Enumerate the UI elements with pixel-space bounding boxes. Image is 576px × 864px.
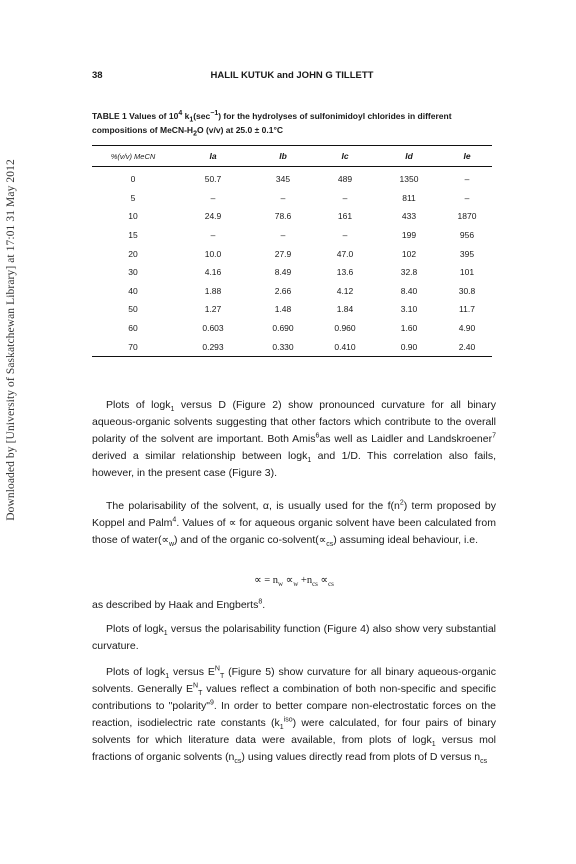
table-cell: 13.6 — [336, 267, 354, 278]
table-cell: 956 — [459, 230, 475, 241]
table-cell: 161 — [337, 211, 353, 222]
table-cell: 10.0 — [204, 248, 222, 259]
column-header: Id — [405, 151, 413, 161]
download-note: Downloaded by [University of Saskatchewan Library] at 17:01 31 May 2012 — [5, 159, 18, 521]
table-cell: 47.0 — [336, 248, 354, 259]
table-cell: 1.27 — [204, 304, 222, 315]
table-cell: 20 — [128, 248, 138, 259]
table-caption — [92, 109, 492, 137]
table-cell: 30.8 — [458, 285, 476, 296]
download-watermark — [4, 45, 18, 635]
table-cell: 1.84 — [336, 304, 354, 315]
running-head — [92, 70, 492, 84]
table-cell: 15 — [128, 230, 138, 241]
table-cell: 78.6 — [274, 211, 292, 222]
table-header-row — [92, 146, 492, 167]
table-row — [92, 189, 492, 208]
table-body — [92, 167, 492, 357]
table-cell: 101 — [459, 267, 475, 278]
table-cell: 32.8 — [400, 267, 418, 278]
column-header: Ib — [279, 151, 287, 161]
table-cell: 0.603 — [202, 323, 224, 334]
table-cell: 40 — [128, 285, 138, 296]
body-paragraph-4: Plots of logk$_1$ versus the polarisability function (Figure 4) also show very substantial curvature. — [92, 623, 497, 653]
table-cell: 50.7 — [204, 174, 222, 185]
table-cell: 0.960 — [334, 323, 356, 334]
table-cell: – — [280, 192, 286, 203]
table-cell: 0.410 — [334, 341, 356, 352]
table-label: TABLE 1 — [92, 111, 127, 121]
table-cell: 0.690 — [272, 323, 294, 334]
caption-text: Values of $10^4$ $k_1(\sec^{-1})$ for the hydrolyses of sulfonimidoyl chlorides in different compositions of MeCN-$H_2O$ (v/v) at 25.0 ± 0.1°C — [92, 110, 452, 138]
table-cell: 30 — [128, 267, 138, 278]
running-head-authors: HALIL KUTUK and JOHN G TILLETT — [210, 70, 374, 81]
table-cell: 4.90 — [458, 323, 476, 334]
table-row — [92, 282, 492, 301]
table-cell: 199 — [401, 230, 417, 241]
table-cell: 4.16 — [204, 267, 222, 278]
table-cell: 2.40 — [458, 341, 476, 352]
table-cell: 70 — [128, 341, 138, 352]
table-cell: 50 — [128, 304, 138, 315]
table-cell: 1.88 — [204, 285, 222, 296]
table-cell: 3.10 — [400, 304, 418, 315]
table-cell: 10 — [128, 211, 138, 222]
table-cell: 345 — [275, 174, 291, 185]
table-cell: 395 — [459, 248, 475, 259]
table-cell: 102 — [401, 248, 417, 259]
table-cell: 24.9 — [204, 211, 222, 222]
table-cell: – — [464, 174, 470, 185]
table-row — [92, 244, 492, 263]
table-cell: 433 — [401, 211, 417, 222]
table-cell: 1.48 — [274, 304, 292, 315]
table-cell: 0.293 — [202, 341, 224, 352]
body-paragraph-5: Plots of logk$_1$ versus $E^N_T$ (Figure 5) show curvature for all binary aqueous-organic solvents. Generally $E^N_T$ values reflect a combination of both non-specific and specific contributions to "polarity"$^9$. In order to better compare non-electrostatic forces on the reaction, isodielectric rate constants $(k_1^{iso})$ were calculated, for four pairs of binary solvents for which literature data were available, from plots of logk$_1$ versus mol fractions of organic solvents $(n_{cs})$ using values directly read from plots of D versus $n_{cs}$ — [92, 665, 497, 766]
table-cell: 5 — [130, 192, 136, 203]
table-cell: 60 — [128, 323, 138, 334]
table-cell: – — [210, 192, 216, 203]
rate-constant-table — [92, 145, 492, 357]
table-cell: – — [464, 192, 470, 203]
table-cell: 11.7 — [459, 304, 475, 315]
column-header: Ic — [341, 151, 349, 161]
body-paragraph-2: The polarisability of the solvent, α, is usually used for the $f(n^2)$ term proposed by Koppel and Palm$^4$. Values of ∝ for aqueous organic solvent have been calculated from those of $water(\propto_w)$ and of the organic $co-solvent(\propto_{cs})$ assuming ideal behaviour, i.e. — [92, 499, 497, 549]
table-cell: 4.12 — [336, 285, 354, 296]
page-number: 38 — [92, 70, 103, 81]
table-cell: – — [342, 230, 348, 241]
table-row — [92, 226, 492, 245]
table-row — [92, 263, 492, 282]
table-cell: 8.40 — [400, 285, 418, 296]
table-cell: – — [342, 192, 348, 203]
column-header: Ia — [209, 151, 217, 161]
table-cell: 27.9 — [274, 248, 292, 259]
table-cell: 489 — [337, 174, 353, 185]
body-paragraph-1: Plots of logk$_1$ versus D (Figure 2) show pronounced curvature for all binary aqueous-organic solvents suggesting that other factors which contribute to the overall polarity of the solvent are important. Both Amis$^6$as well as Laidler and Landskroener$^7$ derived a similar relationship between logk$_1$ and 1/D. This correlation also fails, however, in the present case (Figure 3). — [92, 399, 497, 480]
polarisability-formula: ∝ = $n_w \propto_w +n_{cs} \propto_{cs}$ — [254, 575, 334, 589]
column-header: Ie — [463, 151, 471, 161]
table-cell: 2.66 — [274, 285, 292, 296]
table-row — [92, 337, 492, 356]
table-cell: 1350 — [399, 174, 419, 185]
table-cell: 8.49 — [274, 267, 292, 278]
table-row — [92, 207, 492, 226]
table-cell: 811 — [402, 192, 416, 203]
body-paragraph-3: as described by Haak and Engberts$^8$. — [92, 598, 266, 611]
table-cell: – — [280, 230, 286, 241]
table-cell: 0.330 — [272, 341, 294, 352]
table-row — [92, 319, 492, 338]
table-row — [92, 300, 492, 319]
table-cell: 0 — [130, 174, 136, 185]
table-cell: 0.90 — [400, 341, 418, 352]
column-header: %(v/v) MeCN — [110, 151, 156, 161]
table-cell: 1870 — [457, 211, 477, 222]
table-cell: – — [210, 230, 216, 241]
table-row — [92, 167, 492, 189]
table-cell: 1.60 — [400, 323, 418, 334]
